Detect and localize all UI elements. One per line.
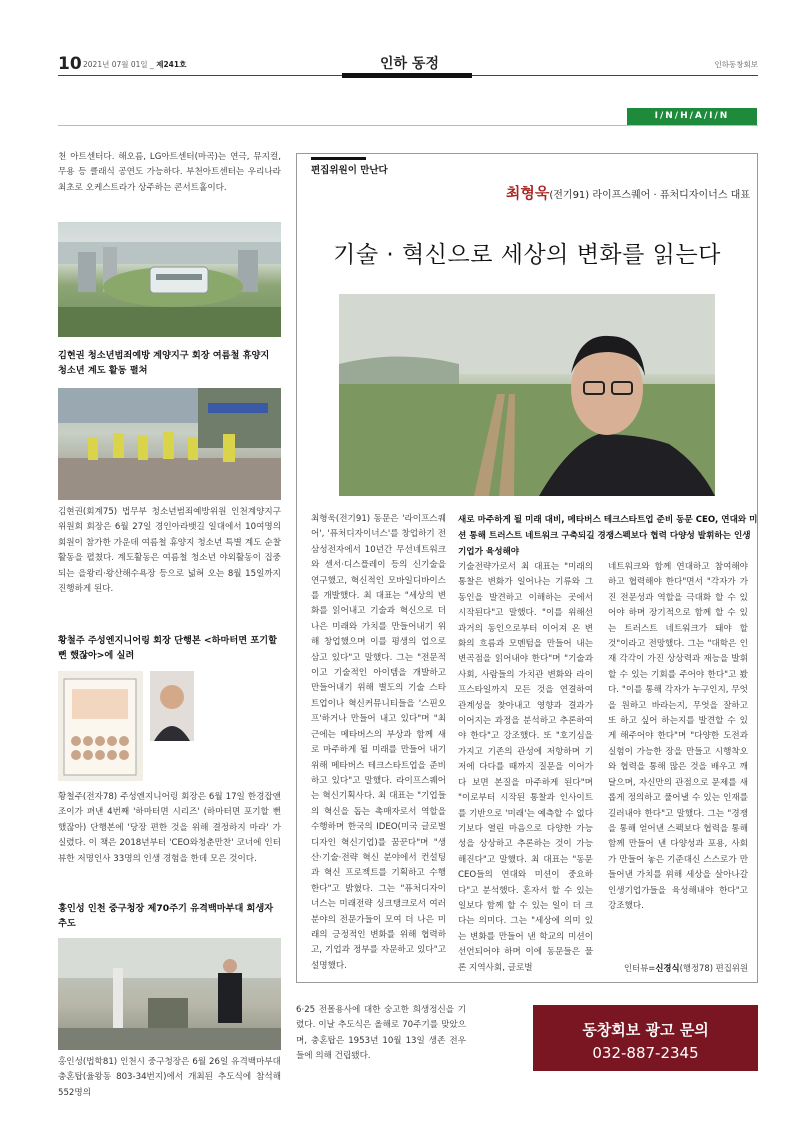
ad-title: 동창회보 광고 문의 [582, 1021, 709, 1039]
section-title: 인하 동정 [380, 56, 439, 72]
feature-tag-bar [311, 157, 366, 160]
headline-hong: 홍인성 인천 중구청장 제70주기 유격백마부대 희생자 추도 [58, 903, 274, 929]
memorial-photo [58, 938, 281, 1050]
interviewee-title: (전기91) 라이프스퀘어 · 퓨처디자이너스 대표 [549, 190, 750, 201]
feature-title: 기술 · 혁신으로 세상의 변화를 읽는다 [333, 242, 721, 268]
divider [58, 125, 758, 126]
left-paragraph-4: 홍인성(법학81) 인천시 중구청장은 6월 26일 유격백마부대 충혼탑(율왕동 803-34번지)에서 개최된 추도식에 참석해 552명의 [58, 1057, 281, 1098]
feature-column-3: 네트워크와 함께 연대하고 참여해야 하고 협력해야 한다"면서 "각자가 가진 전문성과 역할을 극대화 할 수 있어야 하며 장기적으로 함께 할 수 있는 트러스트 네트워크가 돼야 할 것"이라고 전망했다. 그는 "대학은 인재 각각이 가진 상상력과 재능을 발휘할 수 있는 기회를 주어야 한다"고 봤다. "이를 통해 각자가 누구인지, 무엇을 원하고 바라는지, 무엇을 잘하고 또 하고 싶어 하는지를 발견할 수 있게 해주어야 한다"며 "다양한 도전과 실험이 가능한 장을 만들고 시행착오와 협력을 통해 많은 것을 배우고 깨달으며, 자신만의 관점으로 문제를 새롭게 정의하고 풀어낼 수 있는 인재를 길러내야 한다"고 말했다. 그는 "경쟁을 통해 얻어낸 스펙보다 협력을 통해 함께 만들어 낸 다양성과 포용, 사회가 만들어 놓은 기준대신 스스로가 만들어낸 가치를 위해 세상을 살아나갈 인생기업가들을 육성해내야 한다"고 강조했다. [608, 562, 748, 911]
issue-date: 2021년 07월 01일 _ 제241호 [83, 60, 187, 69]
left-paragraph-2: 김현권(회계75) 법무부 청소년범죄예방위원 인천계양지구위원회 회장은 6월 27일 경인아라뱃길 일대에서 10여명의 회원이 참가한 가운데 여름철 휴양지 청소년 특별 계도 순찰 활동을 펼쳤다. 계도활동은 여름철 청소년 야외활동이 집중되는 을왕리·왕산해수욕장 등으로 넓혀 오는 8월 15일까지 진행하게 된다. [58, 507, 281, 595]
feature-column-1: 최형욱(전기91) 동문은 '라이프스퀘어', '퓨처디자이너스'를 창업하기 전 삼성전자에서 10년간 무선네트워크와 센서·디스플레이 등의 신기술을 연구했고, 혁신적인 모바일디바이스를 개발했다. 최 대표는 "세상의 변화를 읽어내고 기술과 혁신으로 더 나은 미래와 가치를 만들어내기 위해 창업했으며 이를 평생의 업으로 삼고 있다"고 말했다. 그는 "전문적이고 기술적인 아이템을 개발하고 만들어내기 위해 별도의 기술 스타트업이나 혁신커뮤니티들을 '스핀오프'하거나 만들어 내고 있다"며 "최근에는 메타버스의 부상과 함께 새로 마주하게 될 미래를 만들어 내기 위해 메타버스 테크스타트업을 준비하고 있다"고 말했다. 라이프스퀘어는 혁신기획사다. 최 대표는 "기업들의 혁신을 돕는 촉매자로서 역할을 수행하며 한국의 IDEO(미국 글로벌 디자인 혁신기업)를 꿈꾼다"며 "생산·기술·전략 혁신 분야에서 컨설팅과 혁신 프로젝트를 기획하고 수행한다"고 밝혔다. 그는 "퓨처디자이너스는 미래전략 싱크탱크로서 여러 분야의 전문가들이 모여 더 나은 미래의 긍정적인 변화를 위해 협력하고, 기업과 정부를 자문하고 있다"고 설명했다. [311, 514, 446, 971]
book-cover [58, 671, 143, 781]
art-center-illustration [58, 222, 281, 337]
left-paragraph-1: 천 아트센터다. 해오름, LG아트센터(마곡)는 연극, 뮤지컬, 무용 등 클래식 공연도 가능하다. 부천아트센터는 우리나라 최초로 오케스트라가 상주하는 콘서트홀이다. [58, 152, 281, 193]
interviewee-illustration [339, 294, 715, 496]
interviewee-byline [506, 182, 750, 203]
memorial-illustration [58, 938, 281, 1050]
feature-tag: 편집위원이 만난다 [311, 165, 388, 176]
portrait-illustration [150, 671, 194, 741]
ad-box [533, 1005, 758, 1071]
art-center-photo [58, 222, 281, 337]
interviewee-name: 최형욱 [505, 184, 550, 202]
left-paragraph-3: 황철주(전자78) 주성엔지니어링 회장은 6월 17일 한경잡앤조이가 펴낸 4번째 '하마터면 시리즈' (하마터면 포기할 뻔 했잖아) 단행본에 '당장 편한 것을 위해 결정하지 마라' 가 실렸다. 이 책은 2018년부터 'CEO와청춘만찬' 코너에 인터뷰한 저명인사 33명의 인생 경험을 한데 모은 것이다. [58, 792, 281, 864]
patrol-photo [58, 388, 281, 500]
hwang-portrait [150, 671, 194, 741]
feature-column-2: 기술전략가로서 최 대표는 "미래의 통찰은 변화가 일어나는 기류와 그 동인을 발견하고 이해하는 곳에서 시작된다"고 말했다. "이를 위해선 과거의 동인으로부터 이어져 온 변화의 흐름과 모멘텀을 만들어 내는 변곡점을 읽어내야 한다"며 "기술과 사회, 사람들의 가치관 변화와 라이프스타일까지 모든 것을 연결하여 관계성을 찾아내고 영향과 결과가 이어지는 과정을 분석하고 추론하여야 한다"고 강조했다. 또 "호기심을 가지고 기존의 관성에 저항하며 기저에 다다를 때까지 질문을 이어가다 보면 본질을 마주하게 된다"며 "이로부터 시작된 통찰과 인사이트를 기반으로 '미래'는 예측할 수 없다기보다 열린 마음으로 다양한 가능성을 상상하고 추론하는 것이 가능해진다"고 말했다. 최 대표는 "동문 CEO들의 연대와 미션이 중요하다"고 분석했다. 혼자서 할 수 있는 일보다 함께 할 수 있는 일이 더 크다는 의미다. 그는 "세상에 의미 있는 변화를 만들어 낸 학교의 미션이 선언되어야 하며 이에 동문들은 물론 지역사회, 글로벌 [458, 562, 593, 973]
feature-subheadline: 새로 마주하게 될 미래 대비, 메타버스 테크스타트업 준비 동문 CEO, 연대와 미션 통해 트러스트 네트워크 구축되길 경쟁스펙보다 협력 다양성 발휘하는 인생기업가 육성해야 [458, 515, 758, 557]
headline-kim: 김현권 청소년범죄예방 계양지구 회장 여름철 휴양지 청소년 계도 활동 펼쳐 [58, 350, 270, 376]
memorial-continuation: 6·25 전몰용사에 대한 숭고한 희생정신을 기렸다. 이날 추도식은 올해로 70주기를 맞았으며, 충혼탑은 1953년 10월 13일 생존 전우들에 의해 건립됐다. [296, 1005, 466, 1062]
paper-name: 인하동창회보 [714, 60, 758, 69]
ad-phone: 032-887-2345 [592, 1044, 699, 1062]
interviewee-photo [339, 294, 715, 496]
book-illustration [58, 671, 143, 781]
patrol-illustration [58, 388, 281, 500]
section-underline [342, 73, 472, 78]
brand-bar: I/N/H/A/I/N [627, 108, 757, 125]
headline-hwang: 황철주 주성엔지니어링 회장 단행본 <하마터면 포기할 뻔 했잖아>에 실려 [58, 635, 277, 661]
page-number: 10 [58, 54, 82, 74]
interview-credit: 인터뷰=신경식(행정78) 편집위원 [624, 963, 748, 973]
